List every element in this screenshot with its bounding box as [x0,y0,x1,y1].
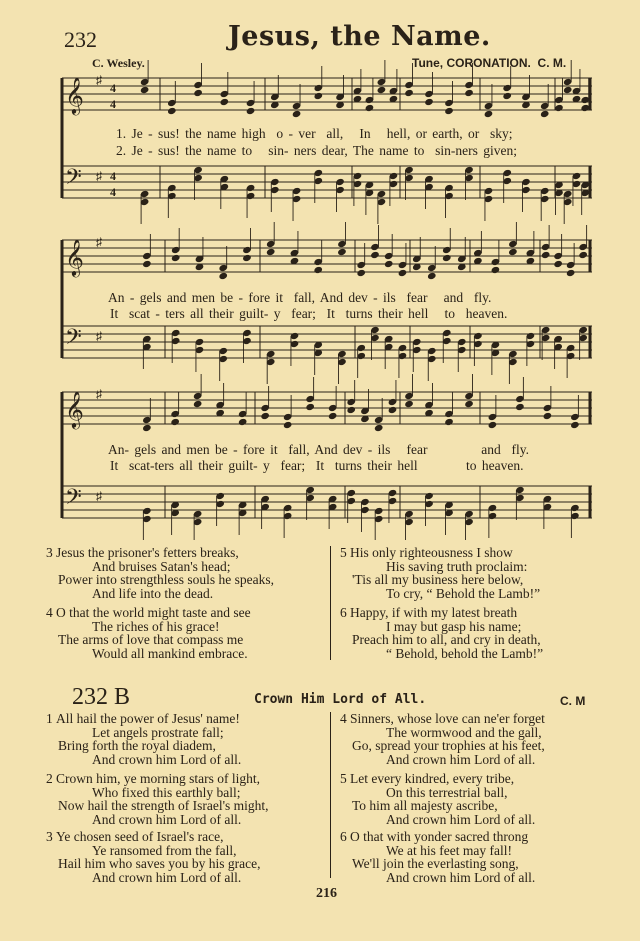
column-divider [330,712,331,878]
note-head [398,269,408,277]
verse-line [58,620,251,634]
note-head [305,403,315,411]
verse-text: All hail the power of Jesus' name! [56,711,240,726]
verse-text: Bring forth the royal diadem, [58,738,216,753]
note-head [218,272,228,280]
verse-text: Go, spread your trophies at his feet, [352,738,545,753]
note-head [444,418,454,426]
note-head [502,92,512,100]
verse-number: 5 [340,771,347,786]
note-head [566,269,576,277]
time-signature: 4 [110,185,116,199]
verse-line [58,587,274,601]
note-head [543,412,553,420]
author: C. Wesley. [92,56,145,70]
note-head [377,86,387,94]
verse-line [58,813,269,827]
note-head [563,86,573,94]
verse-2 [46,771,269,827]
verse-line [352,573,540,587]
verse-text: Sinners, whose love can ne'er forget [350,711,545,726]
note-head [424,98,434,106]
lyric-line: It scat - ters all their guilt- y fear; It turns their hell to heaven. [110,306,508,321]
verse-text: Happy, if with my latest breath [350,605,518,620]
page-number: 216 [316,886,337,901]
verse-line [352,739,545,753]
bass-clef: 𝄢 [65,485,82,515]
verse-number: 4 [46,605,53,620]
note-head [484,110,494,118]
verse-line [340,605,543,620]
verse-4 [46,605,251,661]
verse-line [58,573,274,587]
verse-line [58,857,260,871]
note-head [442,254,452,262]
verse-text: To cry, “ Behold the Lamb!” [386,585,541,601]
verse-text: We at his feet may fall! [386,842,512,858]
note-head [193,89,203,97]
verse-line [46,711,241,726]
verse-line [58,560,274,574]
note-head [388,406,398,414]
key-signature-sharp: ♯ [96,169,102,183]
note-head [554,104,564,112]
verse-text: Hail him who saves you by his grace, [58,856,261,871]
verse-line [352,857,535,871]
note-head [488,421,498,429]
verse-text: Let every kindred, every tribe, [350,771,515,786]
note-head [328,412,338,420]
key-signature-sharp: ♯ [96,329,102,343]
note-head [238,418,248,426]
verse-text: And crown him Lord of all. [92,811,242,827]
note-head [570,421,580,429]
verse-text: The arms of love that compass me [58,632,244,647]
time-signature: 4 [110,169,116,183]
verse-text: We'll join the everlasting song, [352,856,519,871]
note-head [404,400,414,408]
verse-line [46,829,260,844]
verse-6 [340,605,544,661]
verse-3 [46,829,261,885]
verse-number: 2 [46,771,53,786]
verse-line [58,786,269,800]
note-head [540,110,550,118]
note-head [356,269,366,277]
verse-text: Crown him, ye morning stars of light, [56,771,260,786]
note-head [491,266,501,274]
verse-line [58,726,241,740]
verse-line [58,844,260,858]
verse-line [58,799,269,813]
verse-text: “ Behold, behold the Lamb!” [386,645,544,661]
verse-number: 5 [340,545,347,560]
lyric-line: An - gels and men be - fore it fall, And dev - ils fear and fly. [108,290,492,305]
verse-text: And crown him Lord of all. [386,751,536,767]
verse-text: To him all majesty ascribe, [352,798,498,813]
verse-line [352,726,545,740]
verse-text: 'Tis all my business here below, [352,572,524,587]
verse-text: The wormwood and the gall, [386,724,542,740]
verse-line [352,753,545,767]
verse-line [340,829,535,844]
verse-line [352,813,535,827]
note-head [515,403,525,411]
note-head [508,248,518,256]
verse-text: And crown him Lord of all. [386,811,536,827]
verse-text: On this terrestrial ball, [386,784,508,800]
verse-line [46,545,274,560]
verse-text: The riches of his grace! [92,618,220,634]
verse-text: Let angels prostrate fall; [92,724,224,740]
verse-line [352,799,535,813]
verse-text: Power into strengthless souls he speaks, [58,572,274,587]
verse-line [58,739,241,753]
note-head [337,248,347,256]
verse-text: And life into the dead. [92,585,214,601]
treble-clef: 𝄞 [65,76,84,114]
lyric-line: It scat-ters all their guilt- y fear; It turns their hell to heaven. [110,458,524,473]
note-head [464,89,474,97]
key-signature-sharp: ♯ [96,489,102,503]
verse-text: Preach him to all, and cry in death, [352,632,541,647]
note-head [167,107,177,115]
note-head [444,107,454,115]
note-head [427,272,437,280]
key-signature-sharp: ♯ [96,73,102,87]
verse-line [352,620,543,634]
verse-1 [46,711,242,767]
note-head [578,251,588,259]
verse-text: O that the world might taste and see [56,605,251,620]
verse-text: Who fixed this earthly ball; [92,784,241,800]
verse-number: 3 [46,545,53,560]
note-head [142,260,152,268]
verse-number: 3 [46,829,53,844]
verse-text: Would all mankind embrace. [92,645,248,661]
verse-line [352,560,540,574]
hymn-b-title: Crown Him Lord of All. [254,692,427,707]
note-head [260,412,270,420]
verse-text: Jesus the prisoner's fetters breaks, [56,545,239,560]
verse-text: Ye chosen seed of Israel's race, [56,829,224,844]
verse-line [352,871,535,885]
verse-5 [340,771,536,827]
verse-3 [46,545,274,601]
key-signature-sharp: ♯ [96,235,102,249]
note-head [246,107,256,115]
verse-line [352,647,543,661]
note-head [553,260,563,268]
note-head [193,400,203,408]
verse-line [352,786,535,800]
hymn-b-meter: C. M [560,694,586,708]
verse-text: And crown him Lord of all. [92,751,242,767]
verse-text: O that with yonder sacred throng [350,829,529,844]
verse-4 [340,711,545,767]
verse-line [46,605,251,620]
note-head [404,89,414,97]
note-head [370,251,380,259]
column-divider [330,546,331,660]
verse-number: 6 [340,829,347,844]
hymn-number: 232 [64,27,97,52]
note-head [292,110,302,118]
verse-line [58,871,260,885]
verse-line [352,844,535,858]
verse-number: 1 [46,711,53,726]
note-head [374,424,384,432]
verse-text: And crown him Lord of all. [92,869,242,885]
verse-6 [340,829,536,885]
hymn-title: Jesus, the Name. [228,21,491,52]
note-head [313,266,323,274]
time-signature: 4 [110,81,116,95]
verse-text: And crown him Lord of all. [386,869,536,885]
bass-clef: 𝄢 [65,165,82,195]
time-signature: 4 [110,97,116,111]
note-head [170,418,180,426]
treble-clef: 𝄞 [65,390,84,428]
note-head [242,254,252,262]
note-head [142,424,152,432]
verse-line [58,633,251,647]
note-head [140,86,150,94]
verse-text: His only righteousness I show [350,545,513,560]
tune-name: Tune, CORONATION. C. M. [412,56,567,70]
verse-text: Now hail the strength of Israel's might, [58,798,269,813]
lyric-line: An- gels and men be - fore it fall, And dev - ils fear and fly. [108,442,530,457]
verse-line [352,633,543,647]
note-head [266,248,276,256]
verse-text: I may but gasp his name; [386,618,522,634]
verse-text: His saving truth proclaim: [386,558,528,574]
note-head [346,406,356,414]
note-head [171,254,181,262]
note-head [314,92,324,100]
hymn-b-number: 232 B [72,684,131,710]
verse-line [340,771,535,786]
note-head [541,251,551,259]
note-head [220,98,230,106]
verse-text: Ye ransomed from the fall, [92,842,237,858]
verse-line [46,771,269,786]
note-head [365,104,375,112]
verse-text: And bruises Satan's head; [92,558,231,574]
key-signature-sharp: ♯ [96,387,102,401]
lyric-line: 2. Je - sus! the name to sin- ners dear, The name to sin-ners given; [116,143,517,158]
verse-5 [340,545,541,601]
verse-line [58,753,241,767]
verse-line [58,647,251,661]
treble-clef: 𝄞 [65,238,84,276]
note-head [464,400,474,408]
verse-number: 6 [340,605,347,620]
verse-line [340,545,540,560]
verse-line [352,587,540,601]
lyric-line: 1. Je - sus! the name high o - ver all, In hell, or earth, or sky; [116,126,513,141]
bass-clef: 𝄢 [65,325,82,355]
note-head [384,260,394,268]
verse-line [340,711,545,726]
verse-number: 4 [340,711,347,726]
note-head [283,421,293,429]
